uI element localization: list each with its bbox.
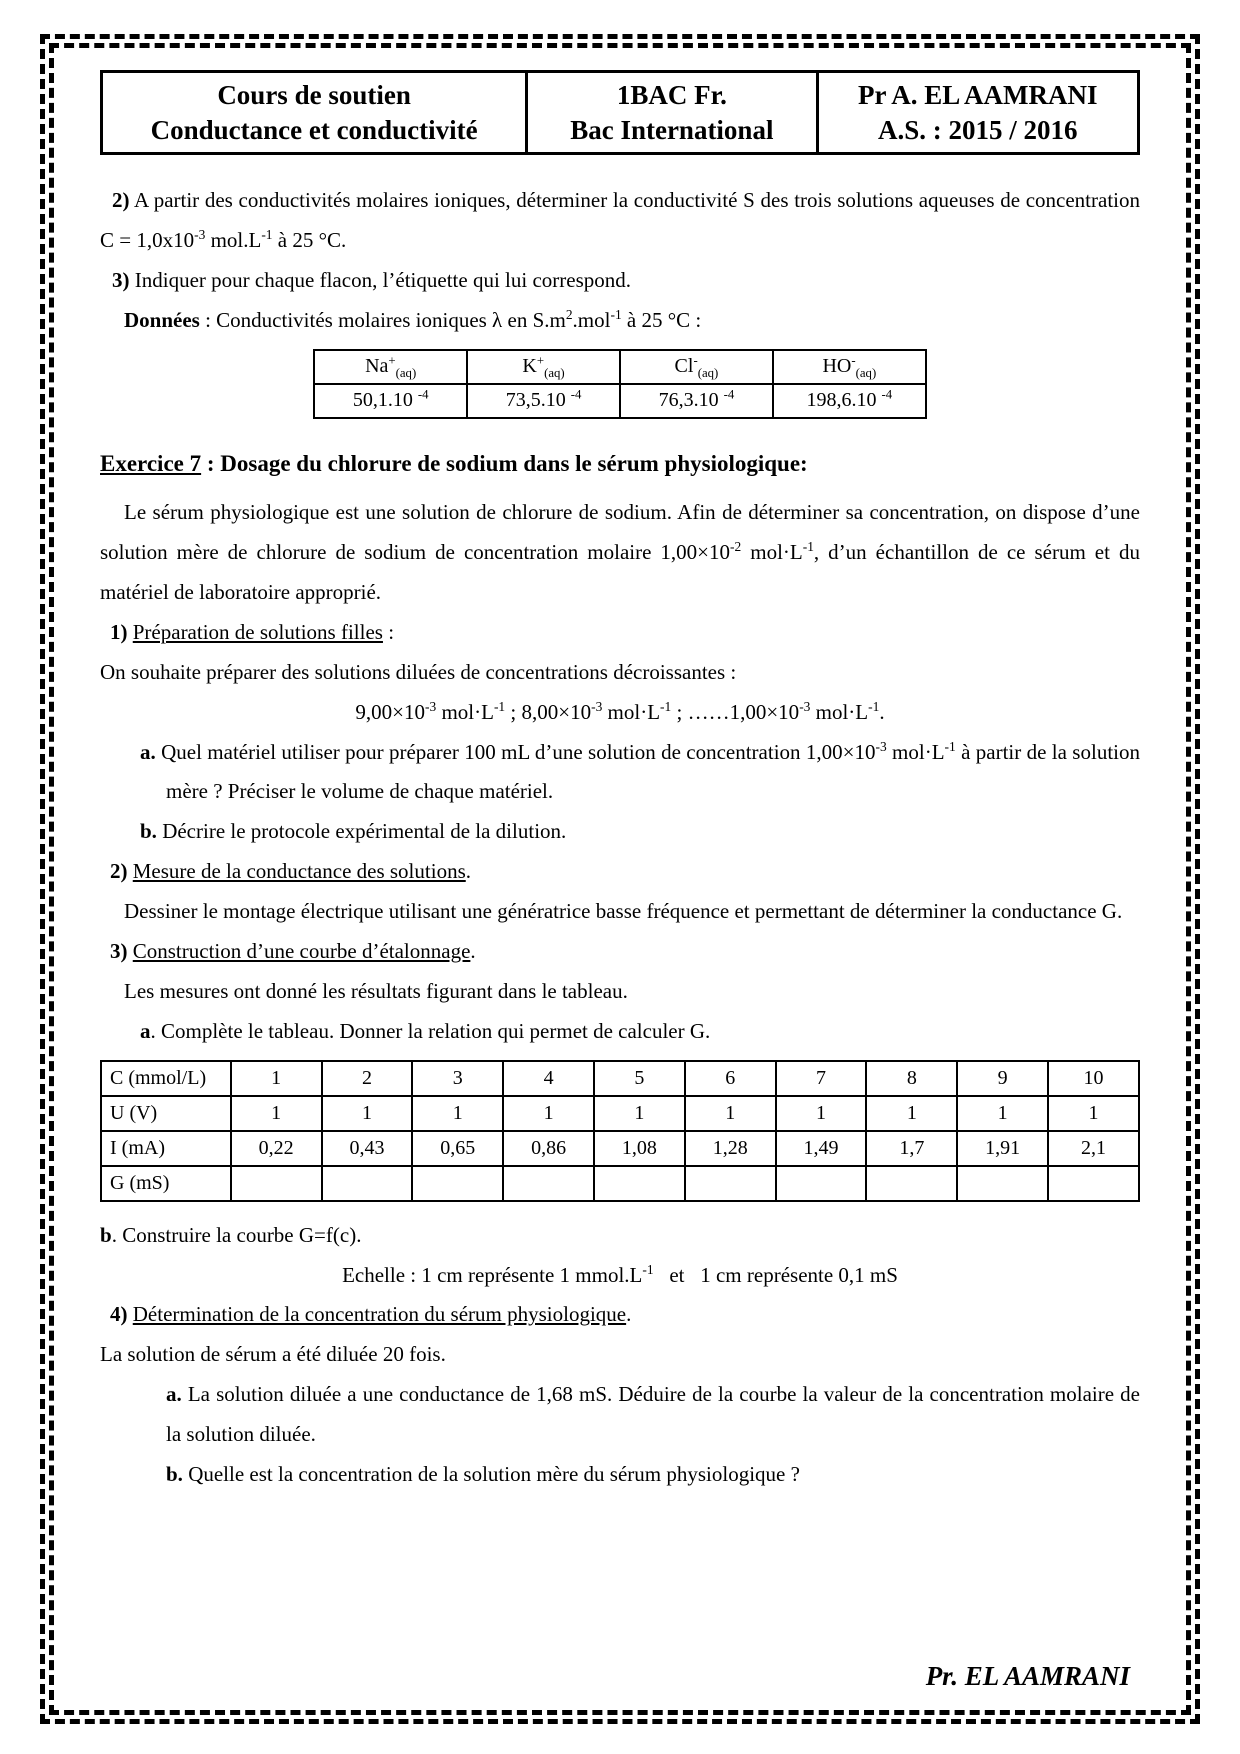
q3-item-b	[100, 1216, 1140, 1256]
q3-item-a-marker: a	[140, 1018, 151, 1043]
donnees-line	[100, 301, 1140, 341]
ion-value-k: 73,5.10 $^{-4}$	[467, 384, 620, 418]
q4-number: 4)	[110, 1302, 128, 1327]
question-3-number: 3)	[112, 267, 130, 292]
q4-item-a	[100, 1375, 1140, 1455]
ion-value-ho: 198,6.10 $^{-4}$	[773, 384, 926, 418]
row-label-conductance: G (mS)	[101, 1166, 231, 1201]
q1-number: 1)	[110, 619, 128, 644]
table-cell: 1	[594, 1096, 685, 1131]
question-3-text: Indiquer pour chaque flacon, l’étiquette qui lui correspond.	[129, 267, 631, 292]
exercise-7-heading: Dosage du chlorure de sodium dans le sérum physiologique:	[220, 450, 808, 476]
teacher-signature: Pr. EL AAMRANI	[925, 1660, 1130, 1691]
table-cell: 1	[412, 1096, 503, 1131]
table-cell-empty	[866, 1166, 957, 1201]
header-middle-cell	[527, 72, 817, 154]
q3-title-suffix: .	[470, 938, 476, 963]
ion-value-cl: 76,3.10 $^{-4}$	[620, 384, 773, 418]
table-row-conductance	[101, 1166, 1139, 1201]
ionic-conductivity-table	[313, 349, 927, 419]
table-cell: 3	[412, 1061, 503, 1096]
header-table	[100, 70, 1140, 155]
ion-header-cl: $Cl^-_{(aq)}$	[620, 350, 773, 384]
header-level: 1BAC Fr.	[616, 80, 727, 110]
q4-intro-line: La solution de sérum a été diluée 20 fois.	[100, 1342, 446, 1367]
q3-item-a	[140, 1012, 1140, 1052]
page-content	[49, 43, 1191, 1715]
table-row-concentration	[101, 1061, 1139, 1096]
ion-header-na: $Na^+_{(aq)}$	[314, 350, 467, 384]
ion-table-value-row	[314, 384, 926, 418]
table-cell: 5	[594, 1061, 685, 1096]
donnees-label: Données	[124, 307, 200, 332]
q4-item-b	[100, 1455, 1140, 1495]
table-cell: 1	[322, 1096, 413, 1131]
header-program: Bac International	[570, 114, 774, 145]
table-cell-empty	[503, 1166, 594, 1201]
header-right-cell	[817, 72, 1138, 154]
table-cell: 7	[776, 1061, 867, 1096]
ion-header-ho: $HO^-_{(aq)}$	[773, 350, 926, 384]
table-cell: 1	[231, 1061, 322, 1096]
header-year: A.S. : 2015 / 2016	[878, 114, 1078, 145]
q1-item-a-text: Quel matériel utiliser pour préparer 100 mL d’une solution de concentration $1,00\times 10^{-3}$ $mol\cdot L^{-1}$ à partir de la solution mère ? Préciser le volume de chaque matériel.	[155, 738, 1140, 804]
q1-heading	[110, 613, 1140, 653]
q3-heading	[110, 932, 1140, 972]
question-2-number: 2)	[112, 188, 130, 213]
q3-item-b-text: . Construire la courbe G=f(c).	[111, 1222, 362, 1247]
ion-value-na: 50,1.10 $^{-4}$	[314, 384, 467, 418]
q1-title-suffix: :	[382, 619, 395, 644]
table-cell: 1,08	[594, 1131, 685, 1166]
table-cell-empty	[1048, 1166, 1139, 1201]
q2-title: Mesure de la conductance des solutions	[132, 859, 466, 884]
table-cell-empty	[412, 1166, 503, 1201]
table-cell: 9	[957, 1061, 1048, 1096]
q2-title-suffix: .	[465, 859, 471, 884]
q1-item-b-text: Décrire le protocole expérimental de la dilution.	[156, 819, 567, 844]
q2-heading	[110, 852, 1140, 892]
table-cell: 2,1	[1048, 1131, 1139, 1166]
q1-item-b-marker: b.	[140, 819, 157, 844]
q2-body: Dessiner le montage électrique utilisant une génératrice basse fréquence et permettant de déterminer la conductance G.	[124, 899, 1123, 924]
question-2-paragraph	[100, 181, 1140, 261]
table-cell: 1	[231, 1096, 322, 1131]
q3-intro-line: Les mesures ont donné les résultats figurant dans le tableau.	[124, 978, 628, 1003]
table-cell: 1,7	[866, 1131, 957, 1166]
table-cell: 1	[685, 1096, 776, 1131]
header-left-cell	[102, 72, 527, 154]
table-cell: 6	[685, 1061, 776, 1096]
table-row-voltage	[101, 1096, 1139, 1131]
table-cell-empty	[776, 1166, 867, 1201]
q4-title-suffix: .	[626, 1302, 632, 1327]
table-cell-empty	[231, 1166, 322, 1201]
table-cell-empty	[957, 1166, 1048, 1201]
q4-item-a-marker: a.	[166, 1382, 182, 1407]
table-cell: 1	[957, 1096, 1048, 1131]
table-cell: 1	[503, 1096, 594, 1131]
q1-item-a	[100, 733, 1140, 813]
page-art-border	[40, 34, 1200, 1724]
row-label-concentration: C (mmol/L)	[101, 1061, 231, 1096]
exercise-7-intro: Le sérum physiologique est une solution de chlorure de sodium. Afin de déterminer sa concentration, on dispose d’une solution mère de chlorure de sodium de concentration molaire $1,00\times 10^{-2}$ $mol\cdot L^{-1}$, d’un échantillon de ce sérum et du matériel de laboratoire approprié.	[100, 500, 1140, 604]
table-cell: 2	[322, 1061, 413, 1096]
table-cell: 4	[503, 1061, 594, 1096]
q4-item-b-text: Quelle est la concentration de la solution mère du sérum physiologique ?	[182, 1461, 800, 1486]
q1-intro-line: On souhaite préparer des solutions diluées de concentrations décroissantes :	[100, 659, 737, 684]
header-course: Cours de soutien	[217, 80, 411, 110]
table-cell: 1	[866, 1096, 957, 1131]
q3-title: Construction d’une courbe d’étalonnage	[132, 938, 471, 963]
table-cell: 0,22	[231, 1131, 322, 1166]
table-cell-empty	[685, 1166, 776, 1201]
q3-item-b-marker: b	[100, 1222, 112, 1247]
table-cell-empty	[594, 1166, 685, 1201]
question-3-paragraph	[100, 261, 1140, 301]
q4-heading	[110, 1295, 1140, 1335]
table-cell: 0,43	[322, 1131, 413, 1166]
table-cell: 1,28	[685, 1131, 776, 1166]
table-cell: 0,65	[412, 1131, 503, 1166]
exercise-7-label: Exercice 7	[100, 450, 202, 476]
table-cell: 8	[866, 1061, 957, 1096]
q4-item-a-text: La solution diluée a une conductance de 1,68 mS. Déduire de la courbe la valeur de la concentration molaire de la solution diluée.	[166, 1382, 1140, 1447]
ion-header-k: $K^+_{(aq)}$	[467, 350, 620, 384]
ion-table-header-row	[314, 350, 926, 384]
q1-title: Préparation de solutions filles	[132, 619, 383, 644]
table-cell: 1	[776, 1096, 867, 1131]
q3-number: 3)	[110, 938, 128, 963]
table-cell: 1,49	[776, 1131, 867, 1166]
q1-item-a-marker: a.	[140, 739, 156, 764]
q1-item-b	[100, 812, 1140, 852]
table-cell: 1	[1048, 1096, 1139, 1131]
row-label-current: I (mA)	[101, 1131, 231, 1166]
q2-number: 2)	[110, 859, 128, 884]
row-label-voltage: U (V)	[101, 1096, 231, 1131]
header-topic: Conductance et conductivité	[150, 114, 478, 145]
table-cell: 10	[1048, 1061, 1139, 1096]
exercise-7-title	[100, 447, 1140, 482]
q3-item-a-text: . Complète le tableau. Donner la relation qui permet de calculer G.	[150, 1018, 711, 1043]
table-cell: 0,86	[503, 1131, 594, 1166]
echelle-line: Echelle : 1 cm représente 1 $mmol.L^{-1}$ et 1 cm représente 0,1 mS	[342, 1261, 898, 1287]
header-teacher: Pr A. EL AAMRANI	[857, 80, 1098, 110]
exercise-7-separator: :	[201, 450, 221, 476]
table-row-current	[101, 1131, 1139, 1166]
table-cell-empty	[322, 1166, 413, 1201]
donnees-text: : Conductivités molaires ioniques λ en $S.m^2.mol^{-1}$ à 25 °C :	[199, 306, 702, 332]
q4-title: Détermination de la concentration du sérum physiologique	[132, 1302, 627, 1327]
measurement-table	[100, 1060, 1140, 1202]
question-2-text: A partir des conductivités molaires ioniques, déterminer la conductivité S des trois solutions aqueuses de concentration $C = 1,0x10^{-3}$ $mol.L^{-1}$ à 25 °C.	[100, 188, 1140, 252]
q4-item-b-marker: b.	[166, 1461, 183, 1486]
table-cell: 1,91	[957, 1131, 1048, 1166]
dilution-series-line: $9,00\times 10^{-3}$ $mol\cdot L^{-1}$ ; $8,00\times 10^{-3}$ $mol\cdot L^{-1}$ ; $\dots\dots 1,00\times 10^{-3}$ $mol\cdot L^{-1}$.	[355, 698, 885, 724]
